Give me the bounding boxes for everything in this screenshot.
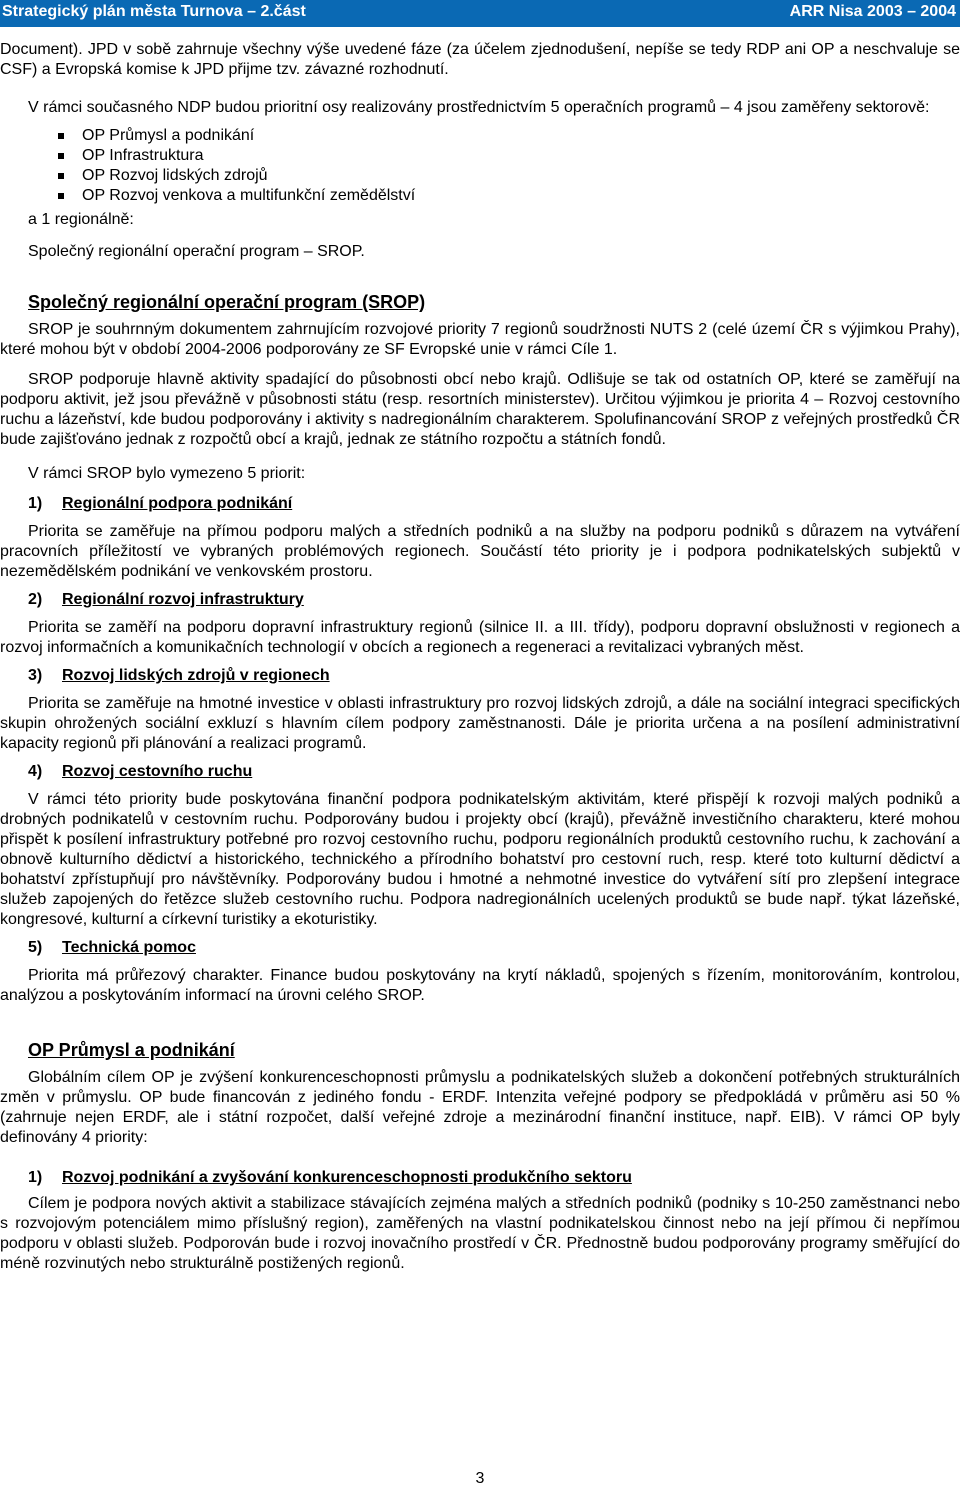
list-item: OP Rozvoj venkova a multifunkční zemědělství bbox=[58, 186, 960, 206]
priority-text: Priorita se zaměřuje na přímou podporu malých a středních podniků a na služby na podporu podniků s důrazem na vytváření pracovních příležitostí ve vybraných problémových regionech. Součástí této priority je i podpora podnikatelských subjektů v nezemědělském podnikání ve venkovském prostoru. bbox=[0, 523, 960, 580]
intro-paragraph: Document). JPD v sobě zahrnuje všechny výše uvedené fáze (za účelem zjednodušení, nepíše se tedy RDP ani OP a neschvaluje se CSF) a Evropská komise k JPD přijme tzv. závazné rozhodnutí. bbox=[0, 41, 960, 78]
priority-text: Priorita se zaměřuje na hmotné investice v oblasti infrastruktury pro rozvoj lidských zdrojů, a dále na sociální integraci specifických skupin ohrožených sociální exkluzí s hlavním cílem podpory zaměstnanosti. Dále je priorita určena a na posílení administrativní kapacity regionů při plánování a realizaci programů. bbox=[0, 695, 960, 752]
priority-heading: 2) Regionální rozvoj infrastruktury bbox=[28, 591, 304, 608]
operational-programs-list bbox=[58, 126, 960, 206]
header-title: Strategický plán města Turnova – 2.část bbox=[2, 3, 306, 20]
regional-note: a 1 regionálně: bbox=[28, 211, 134, 228]
page-number: 3 bbox=[475, 1470, 485, 1487]
priority-text: Priorita se zaměří na podporu dopravní infrastruktury regionů (silnice II. a III. třídy), podporu dopravní obslužnosti v regionech a rozvoj informačních a komunikačních technologií v obcích a regionech a regeneraci a revitalizaci vybraných měst. bbox=[0, 619, 960, 656]
op-paragraph: Globálním cílem OP je zvýšení konkurenceschopnosti průmyslu a podnikatelských služeb a dokončení potřebných strukturálních změn v průmyslu. OP bude financován z jediného fondu - ERDF. Intenzita veřejné podpory se předpokládá v průměru asi 50 % (zahrnuje nejen ERDF, ale i státní rozpočet, další veřejné zdroje a mezinárodní finanční instituce, např. EIB). V rámci OP byly definovány 4 priority: bbox=[0, 1069, 960, 1146]
priority-heading: 4) Rozvoj cestovního ruchu bbox=[28, 763, 253, 780]
header-organization: ARR Nisa 2003 – 2004 bbox=[789, 3, 956, 20]
priority-text: Priorita má průřezový charakter. Finance budou poskytovány na krytí nákladů, spojených s řízením, monitorováním, kontrolou, analýzou a poskytováním informací na úrovni celého SROP. bbox=[0, 967, 960, 1004]
priority-heading: 3) Rozvoj lidských zdrojů v regionech bbox=[28, 667, 330, 684]
priority-text: Cílem je podpora nových aktivit a stabilizace stávajících zejména malých a středních podniků (podniky s 10-250 zaměstnanci nebo s rozvojovým potenciálem mimo příslušný region), zaměřených na vlastní podnikatelskou činnost nebo na její přímou či nepřímou podporu v oblasti služeb. Podporován bude i rozvoj inovačního prostředí v ČR. Přednostně budou podporovány programy směřující do méně rozvinutých nebo strukturálně postižených regionů. bbox=[0, 1195, 960, 1272]
list-item: OP Infrastruktura bbox=[58, 146, 960, 166]
srop-section-title: Společný regionální operační program (SROP) bbox=[28, 292, 426, 312]
document-header bbox=[0, 0, 960, 27]
bullet-icon bbox=[58, 173, 64, 179]
bullet-icon bbox=[58, 193, 64, 199]
srop-paragraph-2: SROP podporuje hlavně aktivity spadající do působnosti obcí nebo krajů. Odlišuje se tak od ostatních OP, které se zaměřují na podporu aktivit, jež jsou převážně v působnosti státu (resp. resortních ministerstev). Určitou výjimkou je priorita 4 – Rozvoj cestovního ruchu a lázeňství, kde budou podporovány i aktivity s nadregionálním charakterem. Spolufinancování SROP z veřejných prostředků ČR bude zajišťováno jednak z rozpočtů obcí a krajů, jednak ze státního rozpočtu a státních fondů. bbox=[0, 371, 960, 448]
op-section-title: OP Průmysl a podnikání bbox=[28, 1040, 235, 1060]
priority-text: V rámci této priority bude poskytována finanční podpora podnikatelským aktivitám, které přispějí k rozvoji malých podniků a drobných podnikatelů v cestovním ruchu. Podporovány budou i projekty obcí (krajů), převážně investičního charakteru, které mohou přispět k posílení infrastruktury potřebné pro rozvoj cestovního ruchu, podporu regionálních produktů cestovního ruchu, k zachování a obnově kulturního dědictví a historického, technického a přírodního bohatství pro cestovní ruch, resp. které toto kulturní dědictví a bohatství zpřístupňují pro návštěvníky. Podporovány budou i hmotné a nehmotné investice do vytváření sítí pro zlepšení integrace služeb zapojených do řetězce služeb cestovního ruchu. Podpora nadregionálních ucelených produktů se bude např. týkat lázeňské, kongresové, kulturní a církevní turistiky a ekoturistiky. bbox=[0, 791, 960, 928]
priority-heading: 1) Regionální podpora podnikání bbox=[28, 495, 293, 512]
page-body bbox=[0, 40, 960, 1274]
list-item: OP Průmysl a podnikání bbox=[58, 126, 960, 146]
srop-note: Společný regionální operační program – SROP. bbox=[28, 243, 365, 260]
priority-heading: 1) Rozvoj podnikání a zvyšování konkurenceschopnosti produkčního sektoru bbox=[28, 1169, 632, 1186]
priority-heading: 5) Technická pomoc bbox=[28, 939, 196, 956]
bullet-icon bbox=[58, 133, 64, 139]
list-item: OP Rozvoj lidských zdrojů bbox=[58, 166, 960, 186]
bullet-icon bbox=[58, 153, 64, 159]
srop-paragraph-3: V rámci SROP bylo vymezeno 5 priorit: bbox=[28, 465, 306, 482]
srop-paragraph-1: SROP je souhrnným dokumentem zahrnujícím rozvojové priority 7 regionů soudržnosti NUTS 2 (celé území ČR s výjimkou Prahy), které mohou být v období 2004-2006 podporovány ze SF Evropské unie v rámci Cíle 1. bbox=[0, 321, 960, 358]
intro-programs-paragraph: V rámci současného NDP budou prioritní osy realizovány prostřednictvím 5 operačních programů – 4 jsou zaměřeny sektorově: bbox=[28, 99, 930, 116]
